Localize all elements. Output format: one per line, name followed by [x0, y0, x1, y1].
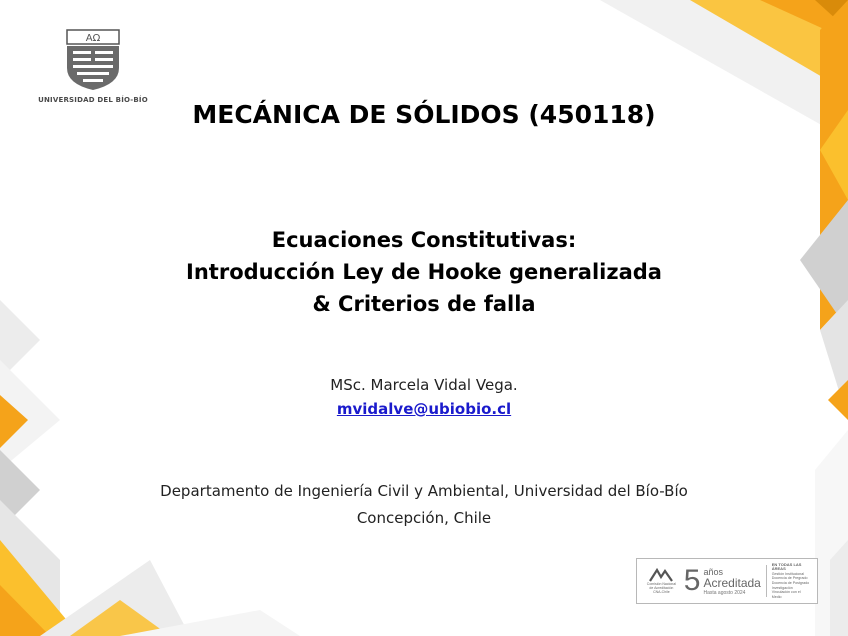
area-item: Investigación: [771, 585, 793, 590]
area-item: Gestión Institucional: [771, 571, 805, 576]
areas-header: EN TODAS LAS ÁREAS: [771, 561, 802, 572]
badge-divider: [766, 565, 767, 597]
svg-text:ΑΩ: ΑΩ: [85, 33, 101, 44]
department-line: Departamento de Ingeniería Civil y Ambiental, Universidad del Bío-Bío: [160, 482, 688, 500]
university-shield-icon: [64, 28, 122, 92]
cna-logo: [643, 568, 680, 594]
department-info: [0, 478, 848, 532]
subtitle-line: & Criterios de falla: [312, 292, 536, 316]
accreditation-until: Hasta agosto 2024: [703, 589, 746, 596]
email-link[interactable]: mvidalve@ubiobio.cl: [336, 400, 512, 418]
slide-subtitle: [0, 224, 848, 320]
accreditation-years-label: años: [703, 566, 724, 577]
area-item: Docencia de Postgrado: [771, 581, 810, 585]
author-name: MSc. Marcela Vidal Vega.: [330, 376, 518, 394]
subtitle-line: Introducción Ley de Hooke generalizada: [186, 260, 662, 284]
author-email: [0, 400, 848, 418]
accreditation-badge: [636, 558, 818, 604]
cna-icon: [649, 568, 673, 582]
university-logo: [28, 28, 158, 104]
accreditation-years-number: 5: [683, 564, 701, 597]
subtitle-line: Ecuaciones Constitutivas:: [271, 228, 577, 252]
cna-org-name: Comisión Nacional de Acreditación CNA-Chile: [646, 582, 676, 594]
accreditation-status: Acreditada: [703, 575, 761, 590]
area-item: Docencia de Pregrado: [771, 576, 808, 581]
location-line: Concepción, Chile: [356, 509, 492, 527]
university-name: UNIVERSIDAD DEL BÍO-BÍO: [38, 96, 148, 104]
accreditation-areas: [772, 563, 811, 600]
area-item: Vinculación con el Medio: [771, 590, 801, 599]
slide-title: MECÁNICA DE SÓLIDOS (450118): [192, 100, 656, 129]
